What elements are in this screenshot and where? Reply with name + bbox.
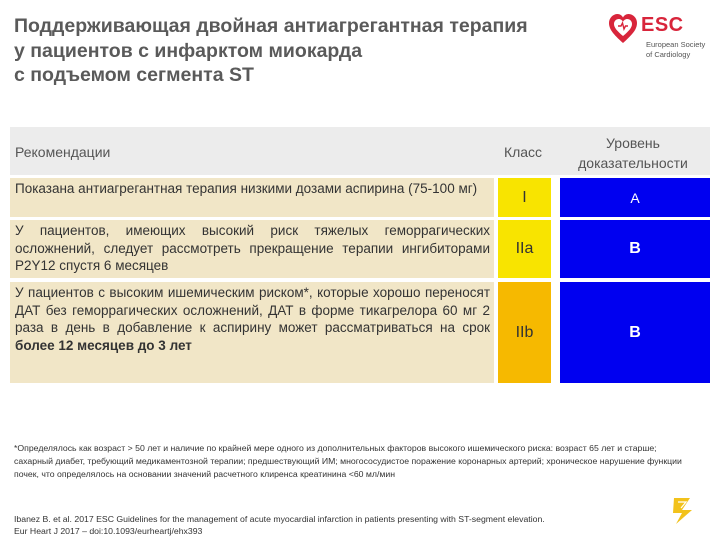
page-title bbox=[14, 14, 589, 88]
title-line-2: у пациентов с инфарктом миокарда bbox=[14, 39, 363, 62]
row-class: IIa bbox=[498, 220, 551, 278]
row-text: Показана антиагрегантная терапия низкими дозами аспирина (75-100 мг) bbox=[10, 178, 494, 217]
row-text: У пациентов, имеющих высокий риск тяжелых геморрагических осложнений, следует рассмотреть прекращение терапии ингибиторами P2Y12 спустя 6 месяцев bbox=[10, 220, 494, 278]
header-level-line-2: доказательности bbox=[578, 155, 688, 171]
logo-subtitle-2: of Cardiology bbox=[646, 50, 691, 59]
row-level: B bbox=[560, 220, 710, 278]
reference-line-1: Ibanez B. et al. 2017 ESC Guidelines for the management of acute myocardial infarction in patients presenting with ST-segment elevation. bbox=[14, 514, 545, 524]
row-class: I bbox=[498, 178, 551, 217]
header-level-line-1: Уровень bbox=[606, 135, 660, 151]
heart-icon bbox=[608, 12, 638, 46]
header-class: Класс bbox=[503, 144, 543, 160]
row-text-bold: более 12 месяцев до 3 лет bbox=[15, 337, 192, 353]
header-recommendations: Рекомендации bbox=[15, 144, 111, 160]
pharma-logo-icon bbox=[670, 494, 696, 528]
row-class: IIb bbox=[498, 282, 551, 383]
row-level: B bbox=[560, 282, 710, 383]
esc-logo bbox=[606, 10, 706, 70]
row-text bbox=[10, 282, 494, 383]
title-line-1: Поддерживающая двойная антиагрегантная терапия bbox=[14, 15, 528, 37]
table-row bbox=[10, 178, 710, 217]
reference-line-2: Eur Heart J 2017 – doi:10.1093/eurheartj/ehx393 bbox=[14, 525, 203, 536]
logo-name: ESC bbox=[641, 14, 684, 36]
reference bbox=[14, 514, 694, 537]
row-text-plain: У пациентов с высоким ишемическим риском*, которые хорошо переносят ДАТ без геморрагических осложнений, ДАТ в форме тикагрелора 60 мг 2 раза в день в добавление к аспирину может рассматриваться на срок bbox=[15, 285, 490, 335]
table-row bbox=[10, 220, 710, 278]
logo-subtitle-1: European Society bbox=[646, 40, 706, 49]
header-level bbox=[558, 133, 708, 173]
row-level: A bbox=[560, 178, 710, 217]
footnote: *Определялось как возраст > 50 лет и наличие по крайней мере одного из дополнительных факторов высокого ишемического риска: возраст 65 лет и старше; сахарный диабет, требующий медикаментозной терапии; предшествующий ИМ; многососудистое поражение коронарных артерий; хроническое нарушение функции почек, что определялось на основании значений расчетного клиренса креатинина <60 мл/мин bbox=[14, 443, 682, 479]
title-line-3: с подъемом сегмента ST bbox=[14, 64, 254, 86]
table-header bbox=[10, 127, 710, 175]
table-row bbox=[10, 282, 710, 383]
